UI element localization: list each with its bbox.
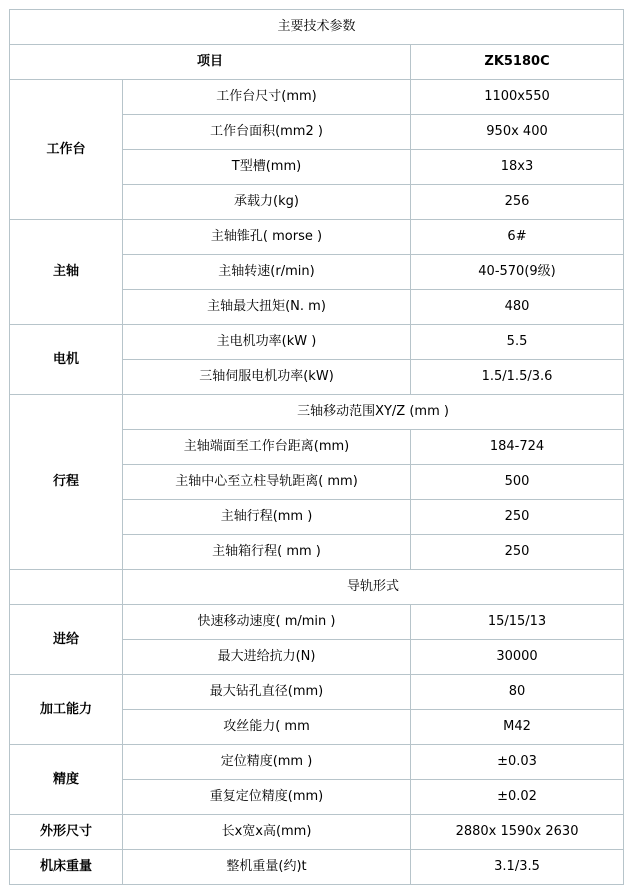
group-label	[10, 570, 123, 605]
header-item-label: 项目	[10, 45, 411, 80]
parameter-value: 950x 400	[411, 115, 624, 150]
table-row	[10, 395, 624, 430]
parameter-value: 6#	[411, 220, 624, 255]
table-row	[10, 745, 624, 780]
parameter-name: 导轨形式	[123, 570, 624, 605]
parameter-value: 2880x 1590x 2630	[411, 815, 624, 850]
parameter-name: 主轴端面至工作台距离(mm)	[123, 430, 411, 465]
parameter-value: 480	[411, 290, 624, 325]
parameter-name: 重复定位精度(mm)	[123, 780, 411, 815]
technical-parameters-table	[9, 9, 624, 885]
parameter-name: 主轴最大扭矩(N. m)	[123, 290, 411, 325]
parameter-name: 整机重量(约)t	[123, 850, 411, 885]
parameter-value: 18x3	[411, 150, 624, 185]
parameter-name: 主轴中心至立柱导轨距离( mm)	[123, 465, 411, 500]
table-row	[10, 850, 624, 885]
parameter-name: T型槽(mm)	[123, 150, 411, 185]
group-label: 工作台	[10, 80, 123, 220]
table-title-row	[10, 10, 624, 45]
group-label: 外形尺寸	[10, 815, 123, 850]
parameter-value: 15/15/13	[411, 605, 624, 640]
group-label: 电机	[10, 325, 123, 395]
group-label: 加工能力	[10, 675, 123, 745]
parameter-value: 30000	[411, 640, 624, 675]
parameter-name: 定位精度(mm )	[123, 745, 411, 780]
parameter-value: M42	[411, 710, 624, 745]
group-label: 精度	[10, 745, 123, 815]
header-model-label: ZK5180C	[411, 45, 624, 80]
table-row	[10, 605, 624, 640]
parameter-name: 最大进给抗力(N)	[123, 640, 411, 675]
parameter-name: 主轴锥孔( morse )	[123, 220, 411, 255]
parameter-name: 工作台尺寸(mm)	[123, 80, 411, 115]
parameter-name: 长x宽x高(mm)	[123, 815, 411, 850]
parameter-value: ±0.03	[411, 745, 624, 780]
parameter-value: 5.5	[411, 325, 624, 360]
parameter-name: 主轴箱行程( mm )	[123, 535, 411, 570]
group-label: 主轴	[10, 220, 123, 325]
group-label: 机床重量	[10, 850, 123, 885]
parameter-name: 三轴移动范围XY/Z (mm )	[123, 395, 624, 430]
parameter-value: 250	[411, 535, 624, 570]
parameter-value: 250	[411, 500, 624, 535]
parameter-value: 1100x550	[411, 80, 624, 115]
group-label: 行程	[10, 395, 123, 570]
table-header-row	[10, 45, 624, 80]
parameter-name: 主轴转速(r/min)	[123, 255, 411, 290]
table-row	[10, 325, 624, 360]
parameter-value: 256	[411, 185, 624, 220]
parameter-value: 184-724	[411, 430, 624, 465]
table-body	[10, 10, 624, 885]
table-row	[10, 570, 624, 605]
table-row	[10, 815, 624, 850]
parameter-value: ±0.02	[411, 780, 624, 815]
table-row	[10, 220, 624, 255]
parameter-name: 最大钻孔直径(mm)	[123, 675, 411, 710]
parameter-name: 三轴伺服电机功率(kW)	[123, 360, 411, 395]
table-row	[10, 675, 624, 710]
parameter-value: 40-570(9级)	[411, 255, 624, 290]
parameter-value: 500	[411, 465, 624, 500]
table-title: 主要技术参数	[10, 10, 624, 45]
group-label: 进给	[10, 605, 123, 675]
parameter-name: 快速移动速度( m/min )	[123, 605, 411, 640]
parameter-name: 工作台面积(mm2 )	[123, 115, 411, 150]
parameter-name: 承载力(kg)	[123, 185, 411, 220]
parameter-name: 攻丝能力( mm	[123, 710, 411, 745]
parameter-value: 1.5/1.5/3.6	[411, 360, 624, 395]
parameter-name: 主电机功率(kW )	[123, 325, 411, 360]
parameter-value: 80	[411, 675, 624, 710]
table-row	[10, 80, 624, 115]
parameter-value: 3.1/3.5	[411, 850, 624, 885]
parameter-name: 主轴行程(mm )	[123, 500, 411, 535]
